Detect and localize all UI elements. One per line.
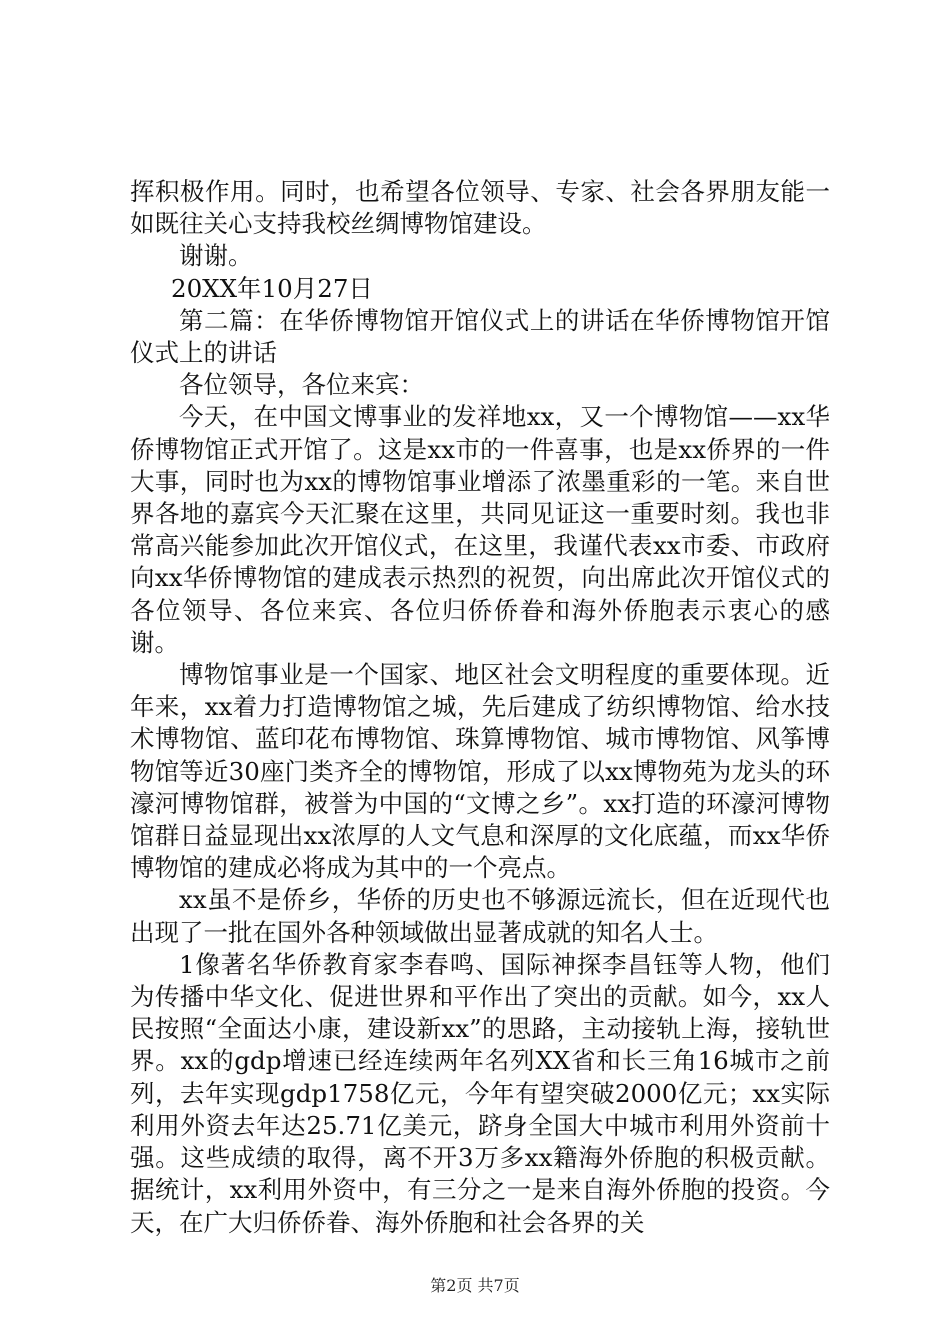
paragraph-overseas-history: xx虽不是侨乡，华侨的历史也不够源远流长，但在近现代也出现了一批在国外各种领域做出显著成就的知名人士。	[130, 885, 830, 947]
paragraph-section-title: 第二篇：在华侨博物馆开馆仪式上的讲话在华侨博物馆开馆仪式上的讲话	[130, 305, 830, 368]
document-body	[130, 176, 830, 1239]
paragraph-museums: 博物馆事业是一个国家、地区社会文明程度的重要体现。近年来，xx着力打造博物馆之城，先后建成了纺织博物馆、给水技术博物馆、蓝印花布博物馆、珠算博物馆、城市博物馆、风筝博物馆等近30座门类齐全的博物馆，形成了以xx博物苑为龙头的环濠河博物馆群，被誉为中国的“文博之乡”。xx打造的环濠河博物馆群日益显现出xx浓厚的人文气息和深厚的文化底蕴，而xx华侨博物馆的建成必将成为其中的一个亮点。	[130, 660, 830, 883]
paragraph-continuation: 挥积极作用。同时，也希望各位领导、专家、社会各界朋友能一如既往关心支持我校丝绸博物馆建设。	[130, 177, 830, 239]
paragraph-opening: 今天，在中国文博事业的发祥地xx，又一个博物馆——xx华侨博物馆正式开馆了。这是xx市的一件喜事，也是xx侨界的一件大事，同时也为xx的博物馆事业增添了浓墨重彩的一笔。来自世界各地的嘉宾今天汇聚在这里，共同见证这一重要时刻。我也非常高兴能参加此次开馆仪式，在这里，我谨代表xx市委、市政府向xx华侨博物馆的建成表示热烈的祝贺，向出席此次开馆仪式的各位领导、各位来宾、各位归侨侨眷和海外侨胞表示衷心的感谢。	[130, 402, 830, 657]
page-number: 第2页 共7页	[430, 1276, 520, 1295]
paragraph-date: 20XX年10月27日	[171, 273, 373, 303]
paragraph-achievements: 1像著名华侨教育家李春鸣、国际神探李昌钰等人物，他们为传播中华文化、促进世界和平作出了突出的贡献。如今，xx人民按照“全面达小康，建设新xx”的思路，主动接轨上海，接轨世界。xx的gdp增速已经连续两年名列XX省和长三角16城市之前列，去年实现gdp1758亿元，今年有望突破2000亿元；xx实际利用外资去年达25.71亿美元，跻身全国大中城市利用外资前十强。这些成绩的取得，离不开3万多xx籍海外侨胞的积极贡献。据统计，xx利用外资中，有三分之一是来自海外侨胞的投资。今天，在广大归侨侨眷、海外侨胞和社会各界的关	[130, 949, 830, 1237]
page-footer	[0, 1276, 950, 1296]
paragraph-thanks: 谢谢。	[179, 241, 253, 271]
paragraph-salutation: 各位领导，各位来宾：	[179, 370, 424, 400]
